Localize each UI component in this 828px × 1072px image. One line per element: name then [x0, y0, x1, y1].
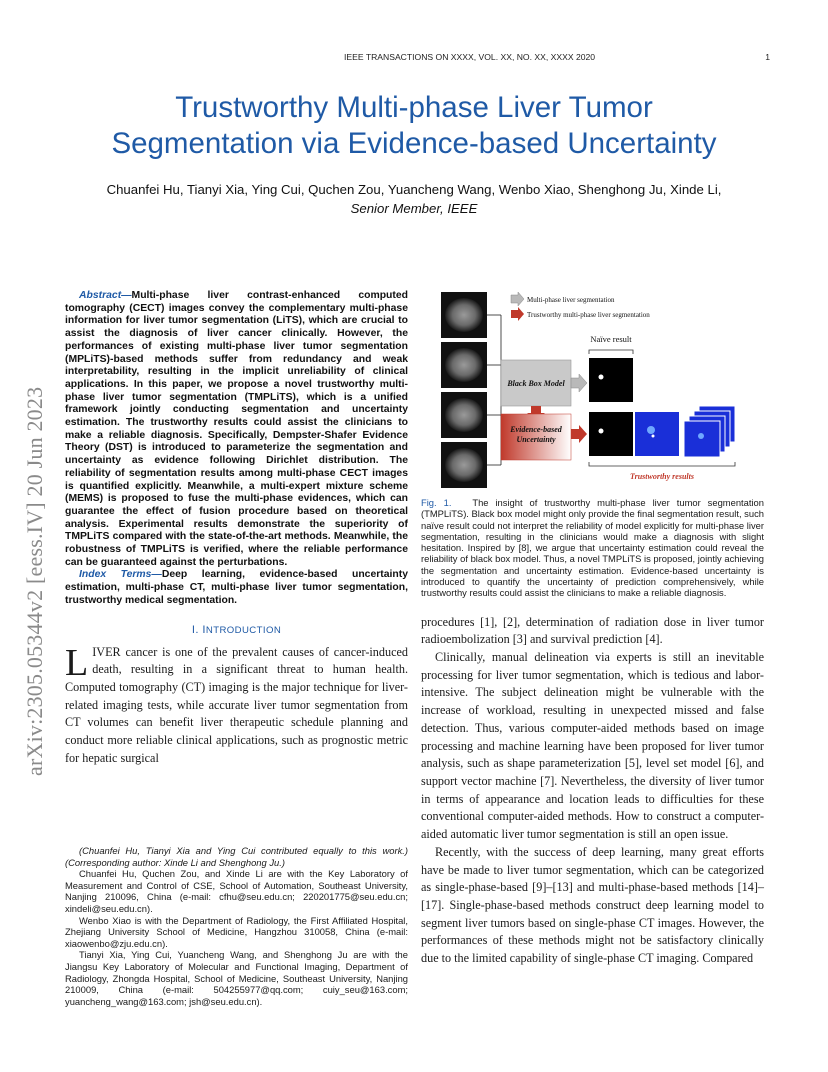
segmentation-result-image	[589, 412, 633, 456]
section-heading-introduction	[65, 624, 408, 636]
red-arrow-icon	[511, 307, 524, 321]
figure-label: Fig. 1.	[421, 497, 452, 508]
intro-text: IVER cancer is one of the prevalent causes of cancer-induced death, resulting in a significant threat to human health. Computed tomography (CT) imaging is the major technique for liver-related imaging tests, while accurate liver tumor segmentation from CT volumes can benefit liver therapeutic schedule planning and conduct more reliable clinical applications, such as prognostic metric for hepatic surgical	[65, 644, 408, 765]
figure-legend	[511, 292, 650, 321]
evidence-label-line2: Uncertainty	[516, 435, 556, 444]
gray-arrow-icon	[511, 292, 524, 306]
gray-arrow-icon	[571, 374, 587, 392]
footnote-affiliation-2: Wenbo Xiao is with the Department of Radiology, the First Affiliated Hospital, Zhejiang University School of Medicine, Hangzhou 310058, China (e-mail: xiaowenbo@zju.edu.cn).	[65, 914, 408, 949]
ct-slice-stack	[441, 292, 487, 488]
figure-caption	[421, 497, 764, 599]
red-arrow-icon	[571, 425, 587, 443]
footnote-contribution: (Chuanfei Hu, Tianyi Xia and Ying Cui contributed equally to this work.) (Corresponding author: Xinde Li and Shenghong Ju.)	[65, 845, 408, 868]
evidence-label-line1: Evidence-based	[510, 425, 562, 434]
uncertainty-map	[635, 412, 679, 456]
index-terms-text: Deep learning, evidence-based uncertainty estimation, multi-phase CT, multi-phase liver tumor segmentation, trustworthy medical segmentation.	[65, 569, 408, 606]
paragraph-1: procedures [1], [2], determination of radiation dose in liver tumor radioembolization [3] and survival prediction [4].	[421, 614, 764, 647]
footnote-affiliation-3: Tianyi Xia, Ying Cui, Yuancheng Wang, and Shenghong Ju are with the Jiangsu Key Laboratory of Molecular and Functional Imaging, Department of Radiology, Zhongda Hospital, School of Medicine, Southeast University, Nanjing 210009, China (e-mail: 504255977@qq.com; cuiy_seu@163.com; yuancheng_wang@163.com; jsh@seu.edu.cn).	[65, 949, 408, 1007]
caption-text: The insight of trustworthy multi-phase liver tumor segmentation (TMPLiTS). Black box model might only provide the final segmentation result, such naïve result could not interpret the reliability of model explicitly for multi-phase liver segmentation, resulting in the clinicians would make a diagnosis with slight hesitation. Inspired by [8], we argue that uncertainty estimation could reveal the reliability of black box model. Thus, a novel TMPLiTS is proposed, jointly achieving the segmentation and uncertainty estimation. Evidence-based uncertainty is introduced to quantify the uncertainty of prediction comprehensively, while trustworthy results could assist the clinicians to make a reliable diagnosis.	[421, 497, 764, 599]
left-column	[65, 290, 408, 768]
paragraph-2: Clinically, manual delineation via experts is still an inevitable processing for liver tumor segmentation, which is tedious and labor-intensive. The subject delineation might be vulnerable with the increase of workload, resulting in unexpected missed and false detection. Thus, various computer-aided methods based on image processing and machine learning have been proposed for liver tumor analysis, such as shape parameterization [5], level set model [6], and support vector machine [7]. Nevertheless, the diversity of liver tumor in terms of appearance and location leads to difficulties for these conventional computer-aided methods. How to construct a computer-aided automatic liver tumor segmentation is still an open issue.	[421, 650, 764, 842]
title-line-1: Trustworthy Multi-phase Liver Tumor	[175, 91, 653, 124]
naive-result-label: Naïve result	[590, 334, 632, 344]
author-role: Senior Member, IEEE	[350, 201, 478, 216]
legend-gray-label: Multi-phase liver segmentation	[527, 296, 615, 304]
abstract	[65, 290, 408, 569]
black-box-label: Black Box Model	[507, 379, 565, 388]
title-line-2: Segmentation via Evidence-based Uncertainty	[111, 127, 717, 160]
footnote-affiliation-1: Chuanfei Hu, Quchen Zou, and Xinde Li are with the Key Laboratory of Measurement and Control of CSE, School of Automation, Southeast University, Nanjing 210096, China (e-mail: cfhu@seu.edu.cn; 220201775@seu.edu.cn; xindeli@seu.edu.cn).	[65, 868, 408, 914]
uncertainty-stack	[684, 406, 735, 457]
naive-result-image	[589, 358, 633, 402]
abstract-lead: Abstract—	[79, 290, 132, 301]
intro-paragraph	[65, 641, 408, 768]
figure-diagram	[421, 284, 764, 494]
author-names: Chuanfei Hu, Tianyi Xia, Ying Cui, Quchen Zou, Yuancheng Wang, Wenbo Xiao, Shenghong Ju, Xinde Li,	[106, 182, 722, 197]
figure-1	[421, 284, 764, 494]
right-column	[421, 284, 764, 968]
paper-title	[0, 90, 828, 162]
drop-cap: L	[65, 641, 89, 684]
abstract-text: Multi-phase liver contrast-enhanced computed tomography (CECT) images convey the complementary multi-phase information for liver tumor segmentation (LiTS), which are crucial to assist the diagnosis of liver cancer clinically. However, the performances of existing multi-phase liver tumor segmentation (MPLiTS)-based methods suffer from redundancy and weak interpretability, resulting in the implicit unreliability of clinical applications. In this paper, we propose a novel trustworthy multi-phase liver tumor segmentation (TMPLiTS), which is a unified framework jointly conducting segmentation and uncertainty estimation. The trustworthy results could assist the clinicians to make a reliable diagnosis. Specifically, Dempster-Shafer Evidence Theory (DST) is introduced to parameterize the segmentation and uncertainty as evidence following Dirichlet distribution. The reliability of segmentation results among multi-phase CECT images is quantified explicitly. Meanwhile, a multi-expert mixture scheme (MEMS) is proposed to fuse the multi-phase evidences, which can guarantee the effect of fusion procedure based on theoretical analysis. Experimental results demonstrate the superiority of TMPLiTS compared with the state-of-the-art methods. Meanwhile, the robustness of TMPLiTS is verified, where the reliable performance can be guaranteed against the perturbations.	[65, 290, 408, 568]
section-initial: I	[202, 623, 206, 636]
page-number: 1	[765, 52, 770, 62]
index-terms-lead: Index Terms—	[79, 569, 162, 581]
paragraph-3: Recently, with the success of deep learning, many great efforts have be made to liver tumor segmentation, which can be categorized as single-phase-based [9]–[13] and multi-phase-based methods [14]–[17]. Single-phase-based methods construct deep learning model to segment liver tumors based on single-phase CT images. However, the performances of these methods might not be satisfactory clinically due to the limited capability of single-phase CT imaging. Compared	[421, 844, 764, 966]
arxiv-stamp: arXiv:2305.05344v2 [eess.IV] 20 Jun 2023	[22, 386, 47, 776]
right-body-text	[421, 614, 764, 968]
footnotes	[65, 845, 408, 1007]
running-header	[344, 52, 770, 62]
index-terms	[65, 569, 408, 607]
section-rest: NTRODUCTION	[205, 624, 282, 636]
trustworthy-results-label: Trustworthy results	[630, 472, 694, 481]
author-list	[0, 180, 828, 218]
legend-red-label: Trustworthy multi-phase liver segmentation	[527, 311, 650, 319]
journal-name: IEEE TRANSACTIONS ON XXXX, VOL. XX, NO. XX, XXXX 2020	[344, 52, 596, 62]
section-number: I.	[191, 623, 203, 636]
